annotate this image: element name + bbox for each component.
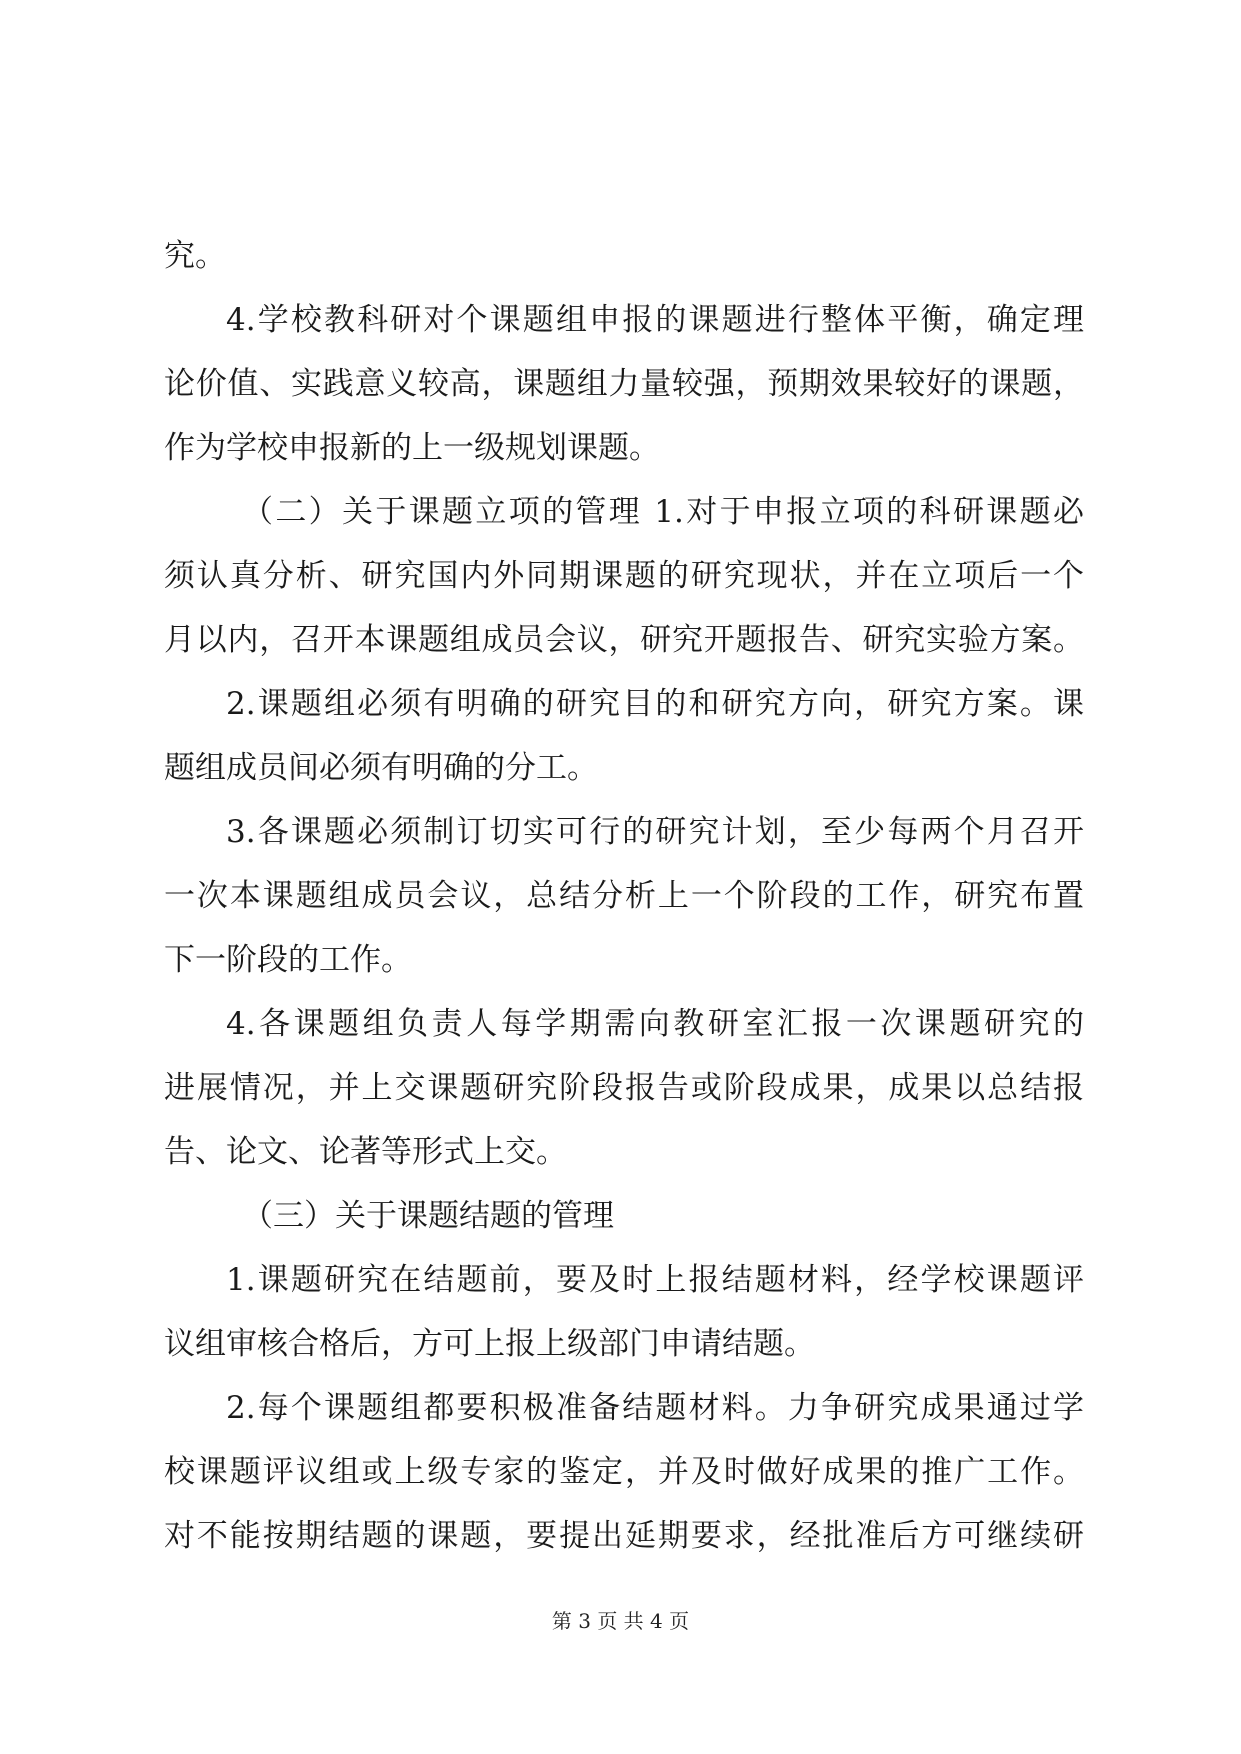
text-line: 4.学校教科研对个课题组申报的课题进行整体平衡，确定理 [226, 302, 1084, 338]
text-line: 1.课题研究在结题前，要及时上报结题材料，经学校课题评 [226, 1262, 1084, 1298]
section-heading: （三）关于课题结题的管理 [242, 1198, 614, 1234]
text-line: 作为学校申报新的上一级规划课题。 [164, 430, 660, 466]
text-line: 4.各课题组负责人每学期需向教研室汇报一次课题研究的 [226, 1006, 1084, 1042]
section-heading-line: （二）关于课题立项的管理 1.对于申报立项的科研课题必 [242, 494, 1084, 530]
text-line: 究。 [164, 238, 226, 274]
text-line: 3.各课题必须制订切实可行的研究计划，至少每两个月召开 [226, 814, 1084, 850]
text-line: 论价值、实践意义较高，课题组力量较强，预期效果较好的课题， [164, 366, 1084, 402]
text-line: 月以内，召开本课题组成员会议，研究开题报告、研究实验方案。 [164, 622, 1084, 658]
text-line: 2.每个课题组都要积极准备结题材料。力争研究成果通过学 [226, 1390, 1084, 1426]
body-text [164, 224, 1084, 1568]
text-line: 2.课题组必须有明确的研究目的和研究方向，研究方案。课 [226, 686, 1084, 722]
text-line: 校课题评议组或上级专家的鉴定，并及时做好成果的推广工作。 [164, 1454, 1084, 1490]
text-line: 下一阶段的工作。 [164, 942, 412, 978]
text-line: 题组成员间必须有明确的分工。 [164, 750, 598, 786]
text-line: 须认真分析、研究国内外同期课题的研究现状，并在立项后一个 [164, 558, 1084, 594]
text-line: 一次本课题组成员会议，总结分析上一个阶段的工作，研究布置 [164, 878, 1084, 914]
text-line: 议组审核合格后，方可上报上级部门申请结题。 [164, 1326, 815, 1362]
text-line: 告、论文、论著等形式上交。 [164, 1134, 567, 1170]
text-line: 对不能按期结题的课题，要提出延期要求，经批准后方可继续研 [164, 1518, 1084, 1554]
text-line: 进展情况，并上交课题研究阶段报告或阶段成果，成果以总结报 [164, 1070, 1084, 1106]
page-footer: 第 3 页 共 4 页 [551, 1609, 690, 1633]
